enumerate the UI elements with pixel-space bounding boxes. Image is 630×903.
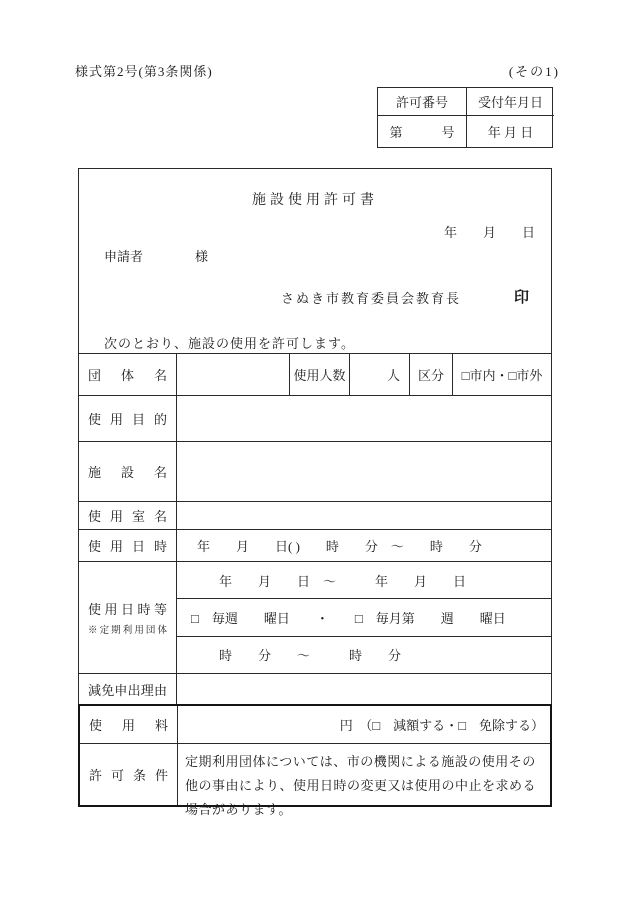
permit-form-table xyxy=(78,168,552,817)
row-group-name xyxy=(79,353,551,395)
row-conditions xyxy=(80,743,550,817)
group-name-label: 団体名 xyxy=(79,354,177,395)
intro-sentence: 次のとおり、施設の使用を許可します。 xyxy=(104,336,355,351)
exemption-field xyxy=(177,674,551,704)
room-field xyxy=(177,502,551,529)
group-name-field xyxy=(177,354,289,395)
purpose-label: 使用目的 xyxy=(79,396,177,441)
use-datetime-value: 年 月 日( ) 時 分 ～ 時 分 xyxy=(197,539,482,554)
permit-number-value: 第 号 xyxy=(378,115,466,147)
table-lower-section xyxy=(78,704,552,817)
row-exemption xyxy=(79,673,551,704)
receipt-date-value: 年 月 日 xyxy=(466,115,554,147)
row-schedule xyxy=(79,561,551,673)
form-number: 様式第2号(第3条関係) xyxy=(75,64,213,79)
purpose-field xyxy=(177,396,551,441)
exemption-label: 減免申出理由 xyxy=(79,674,177,704)
user-count-unit: 人 xyxy=(349,354,409,395)
schedule-period: 年 月 日 ～ 年 月 日 xyxy=(219,573,467,589)
row-fee xyxy=(80,706,550,743)
division-label: 区分 xyxy=(409,354,452,395)
use-datetime-label: 使用日時 xyxy=(79,530,177,561)
fee-label: 使用料 xyxy=(80,706,178,743)
table-upper-section xyxy=(78,168,552,704)
schedule-note: ※定期利用団体 xyxy=(88,626,167,636)
row-purpose xyxy=(79,395,551,441)
page-note: (その1) xyxy=(508,64,560,79)
issue-date-line: 年 月 日 xyxy=(443,225,535,240)
applicant-line: 申請者 様 xyxy=(104,249,209,264)
conditions-text: 定期利用団体については、市の機関による施設の使用その他の事由により、使用日時の変更又は使用の中止を求める場合があります。 xyxy=(185,754,537,817)
document-title: 施設使用許可書 xyxy=(252,193,378,208)
schedule-label: 使用日時等 ※定期利用団体 xyxy=(79,562,177,673)
conditions-label: 許可条件 xyxy=(80,744,178,805)
receipt-date-header: 受付年月日 xyxy=(466,88,554,115)
facility-field xyxy=(177,442,551,501)
permit-number-table xyxy=(377,87,553,148)
schedule-subrows xyxy=(177,562,551,673)
division-options: □市内・□市外 xyxy=(452,354,551,395)
permit-number-header: 許可番号 xyxy=(395,95,448,110)
seal-mark: 印 xyxy=(513,290,529,306)
row-facility xyxy=(79,441,551,501)
issuer-name: さぬき市教育委員会教育長 xyxy=(281,291,462,306)
room-label: 使用室名 xyxy=(79,502,177,529)
schedule-time: 時 分 ～ 時 分 xyxy=(177,636,551,673)
schedule-weekly: □ 毎週 曜日 ・ □ 毎月第 週 曜日 xyxy=(177,598,551,635)
conditions-text-cell xyxy=(178,744,550,817)
fee-value: 円 （□ 減額する・□ 免除する） xyxy=(339,718,544,733)
facility-label: 施設名 xyxy=(79,442,177,501)
user-count-label: 使用人数 xyxy=(289,354,349,395)
row-use-datetime xyxy=(79,529,551,561)
document-header xyxy=(79,169,551,353)
row-room xyxy=(79,501,551,529)
